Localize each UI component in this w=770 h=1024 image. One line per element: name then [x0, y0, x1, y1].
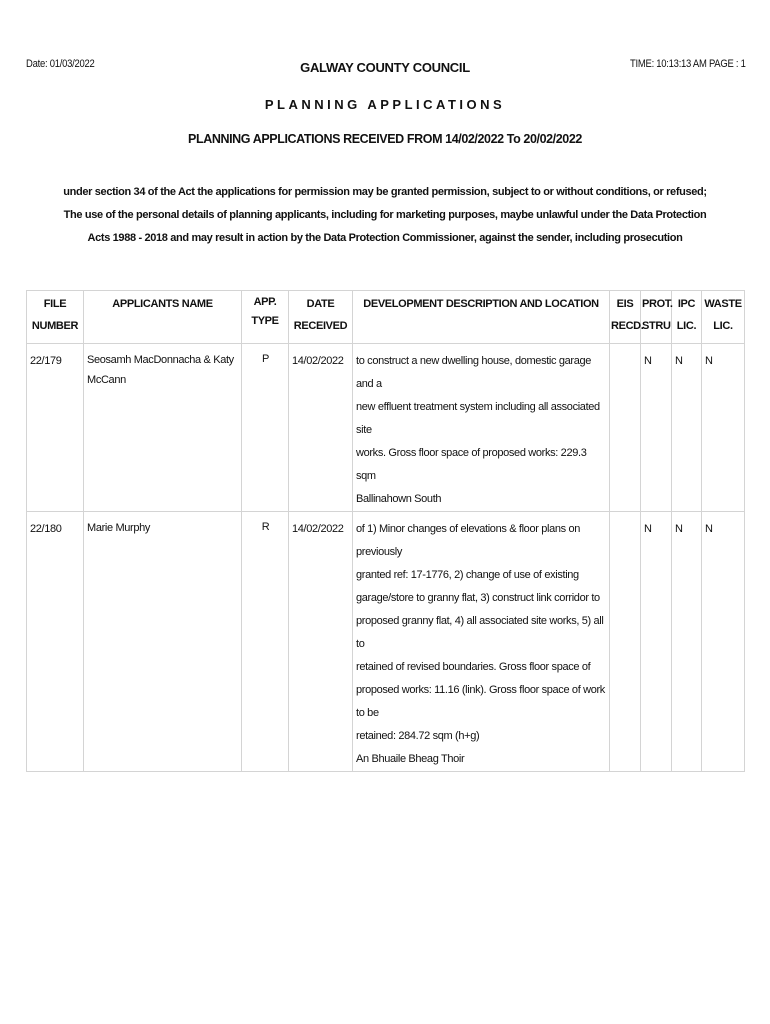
section-title: PLANNING APPLICATIONS	[264, 97, 506, 112]
eis-recd	[610, 512, 641, 772]
prot-stru: N	[641, 512, 672, 772]
notice-line: under section 34 of the Act the applications for permission may be granted permission, subject to or without conditions, or refused;	[63, 186, 707, 198]
development-description: of 1) Minor changes of elevations & floor plans on previously granted ref: 17-1776, 2) change of use of existing garage/store to granny flat, 3) construct link corridor to proposed granny flat, 4) all associated site works, 5) all to retained of revised boundaries. Gross floor space of proposed works: 11.16 (link). Gross floor space of work to be retained: 284.72 sqm (h+g) An Bhuaile Bheag Thoir	[353, 512, 610, 772]
date-received: 14/02/2022	[289, 512, 353, 772]
table-header-row	[27, 291, 745, 344]
col-app-type: APP. TYPE	[242, 291, 289, 344]
col-ipc: IPC LIC.	[672, 291, 702, 344]
applicant-name: Marie Murphy	[84, 512, 242, 772]
applications-table	[26, 290, 745, 772]
table-row	[27, 512, 745, 772]
waste-lic: N	[702, 512, 745, 772]
notice-line: Acts 1988 - 2018 and may result in action by the Data Protection Commissioner, against the sender, including prosecution	[87, 232, 683, 244]
council-name: GALWAY COUNTY COUNCIL	[300, 60, 470, 75]
prot-stru: N	[641, 344, 672, 512]
waste-lic: N	[702, 344, 745, 512]
col-date-received: DATE RECEIVED	[289, 291, 353, 344]
col-description: DEVELOPMENT DESCRIPTION AND LOCATION	[353, 291, 610, 344]
table-row	[27, 344, 745, 512]
col-file-number: FILE NUMBER	[27, 291, 84, 344]
legal-notice	[60, 181, 710, 250]
development-description: to construct a new dwelling house, domestic garage and a new effluent treatment system including all associated site works. Gross floor space of proposed works: 229.3 sqm Ballinahown South	[353, 344, 610, 512]
col-waste: WASTE LIC.	[702, 291, 745, 344]
col-applicant: APPLICANTS NAME	[84, 291, 242, 344]
report-time-page: TIME: 10:13:13 AM PAGE : 1	[630, 58, 746, 70]
notice-line: The use of the personal details of planning applicants, including for marketing purposes, maybe unlawful under the Data Protection	[63, 209, 707, 221]
file-number: 22/179	[27, 344, 84, 512]
report-date: Date: 01/03/2022	[26, 58, 95, 70]
received-range: PLANNING APPLICATIONS RECEIVED FROM 14/02/2022 To 20/02/2022	[188, 132, 582, 146]
ipc-lic: N	[672, 512, 702, 772]
app-type: R	[242, 512, 289, 772]
col-eis: EIS RECD.	[610, 291, 641, 344]
file-number: 22/180	[27, 512, 84, 772]
col-prot: PROT. STRU	[641, 291, 672, 344]
ipc-lic: N	[672, 344, 702, 512]
applicant-name: Seosamh MacDonnacha & Katy McCann	[84, 344, 242, 512]
eis-recd	[610, 344, 641, 512]
date-received: 14/02/2022	[289, 344, 353, 512]
app-type: P	[242, 344, 289, 512]
